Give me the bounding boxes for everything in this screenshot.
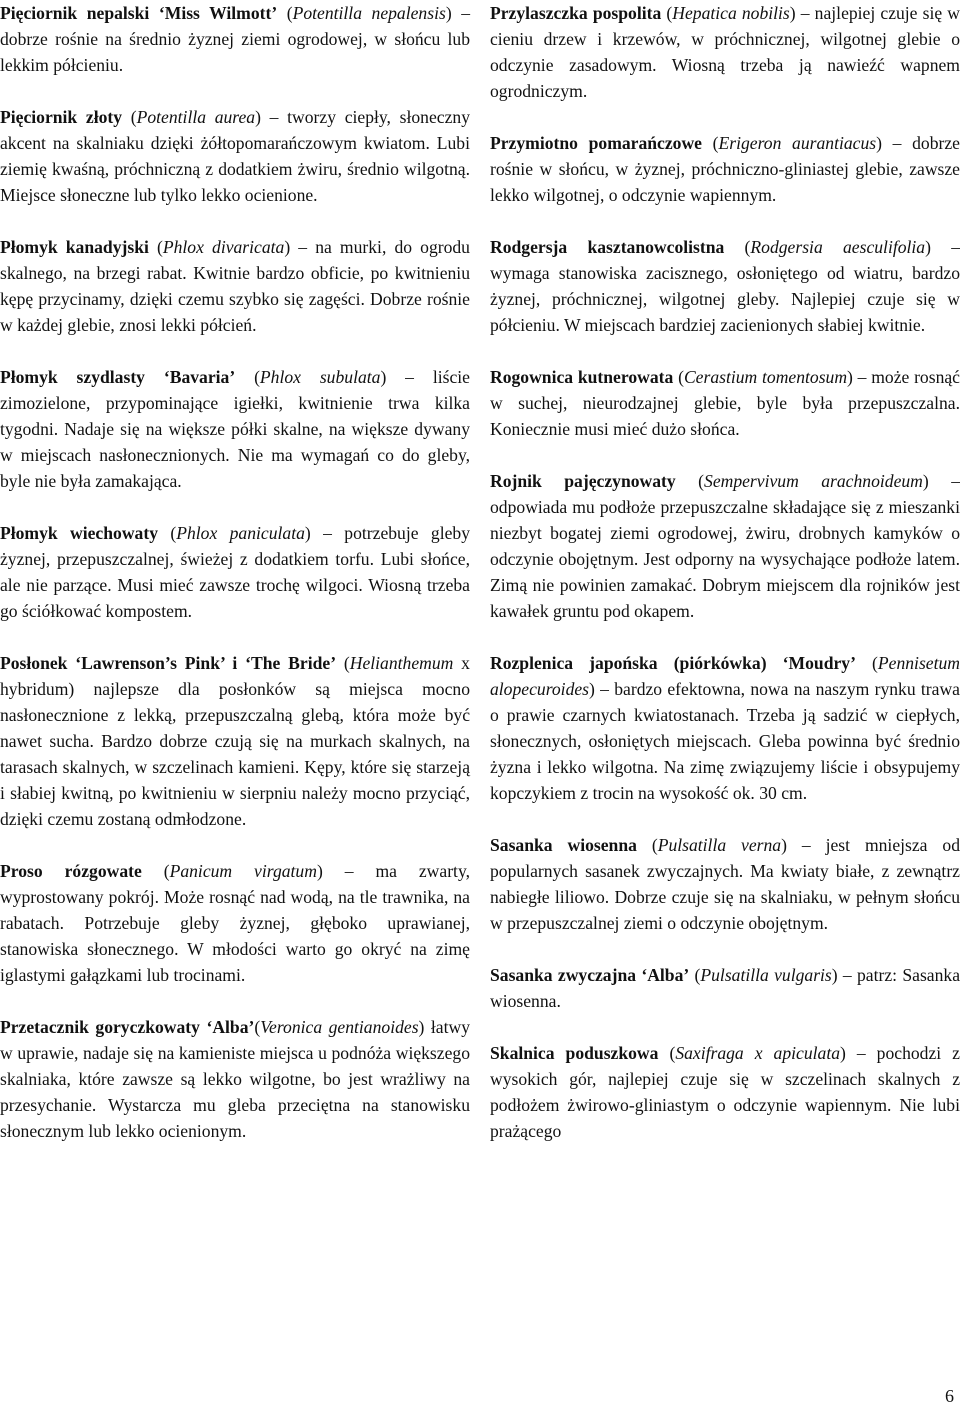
plant-entry (490, 832, 960, 936)
right-column (490, 0, 960, 1170)
text-fragment: ( (855, 653, 878, 673)
plant-entry (0, 104, 470, 208)
text-fragment: ( (141, 861, 170, 881)
plant-entry (0, 0, 470, 78)
plant-description: ) – wymaga stanowiska zacisznego, osłoniętego od wiatru, bardzo żyznej, próchnicznej, wilgotnej gleby. Najlepiej czuje się w półcieniu. W miejscach bardziej zacienionych słabiej kwitnie. (490, 237, 960, 335)
plant-description: ) – bardzo efektowna, nowa na naszym rynku trawa o prawie czarnych kwiatostanach. Trzeba ją sadzić w ciepłych, słonecznych, osłoniętych miejscach. Gleba powinna być średnio żyzna i lekko wilgotna. Na zimę związujemy liście i obsypujemy kopczykiem z trocin na wysokość ok. 30 cm. (490, 679, 960, 803)
plant-entry (490, 962, 960, 1014)
plant-description: ) – liście zimozielone, przypominające igiełki, kwitnienie trwa kilka tygodni. Nadaje się na większe półki skalne, na większe dywany w miejscach nasłonecznionych. Nie ma wymagań co do gleby, byle nie była zamakająca. (0, 367, 470, 491)
plant-entry (490, 650, 960, 806)
text-fragment: ( (689, 965, 701, 985)
text-fragment: ( (724, 237, 751, 257)
latin-name: Phlox divaricata (162, 237, 285, 257)
plant-name: Płomyk kanadyjski (0, 237, 149, 257)
plant-name: Skalnica poduszkowa (490, 1043, 659, 1063)
plant-description: ) – jest mniejsza od popularnych sasanek zwyczajnych. Ma kwiaty białe, z zewnątrz nabiegłe liliowo. Dobrze czuje się na skalniaku, w pełnym słońcu w przepuszczalnej ziemi o odczynie obojętnym. (490, 835, 960, 933)
plant-entry (490, 1040, 960, 1144)
latin-name: Hepatica nobilis (672, 3, 790, 23)
plant-name: Przymiotno pomarańczowe (490, 133, 702, 153)
plant-name: Płomyk szydlasty ‘Bavaria’ (0, 367, 236, 387)
plant-description: ) – patrz: Sasanka wiosenna. (490, 965, 960, 1011)
latin-name: Saxifraga x apiculata (675, 1043, 841, 1063)
plant-name: Płomyk wiechowaty (0, 523, 158, 543)
plant-name: Sasanka wiosenna (490, 835, 637, 855)
plant-entry (490, 130, 960, 208)
plant-entry (0, 234, 470, 338)
plant-description: ) łatwy w uprawie, nadaje się na kamieniste miejsca u podnóża większego skalniaka, które zawsze są lekko wilgotne, bo jest wrażliwy na przesychanie. Wystarcza mu gleba przeciętna na stanowisku słonecznym lub lekko ocienionym. (0, 1017, 470, 1141)
text-fragment: ( (122, 107, 137, 127)
latin-name: Cerastium tomentosum (683, 367, 848, 387)
latin-name: Pennisetum alopecuroides (490, 653, 960, 699)
plant-name: Pięciornik złoty (0, 107, 123, 127)
plant-name: Posłonek ‘Lawrenson’s Pink’ i ‘The Bride’ (0, 653, 337, 673)
latin-name: Veronica gentianoides (260, 1017, 419, 1037)
plant-entry (490, 364, 960, 442)
plant-description: ) – na murki, do ogrodu skalnego, na brzegi rabat. Kwitnie bardzo obficie, po kwitnieniu kępę przycinamy, dzięki czemu szybko się zagęści. Dobrze rośnie w każdej glebie, znosi lekki półcień. (0, 237, 470, 335)
plant-name: Przetacznik goryczkowaty ‘Alba’ (0, 1017, 255, 1037)
plant-entry (490, 234, 960, 338)
text-fragment: ( (336, 653, 350, 673)
plant-description: ) – tworzy ciepły, słoneczny akcent na skalniaku dzięki żółtopomarańczowym kwiatom. Lubi ziemię kwaśną, próchniczną z dodatkiem żwiru, średnio wilgotną. Miejsce słoneczne lub tylko lekko ocienione. (0, 107, 470, 205)
plant-entry (0, 1014, 470, 1144)
plant-description: ) – odpowiada mu podłoże przepuszczalne składające się z mieszanki niezbyt bogatej ziemi ogrodowej, żwiru, drobnych kamyków o odczynie obojętnym. Jest odporny na wysychające podłoże latem. Zimą nie powinien zamakać. Dobrym miejscem dla rojników jest kawałek gruntu pod okapem. (490, 471, 960, 621)
text-fragment: ( (254, 1017, 261, 1037)
plant-name: Rodgersja kasztanowcolistna (490, 237, 725, 257)
latin-name: Panicum virgatum (169, 861, 317, 881)
plant-name: Pięciornik nepalski ‘Miss Wilmott’ (0, 3, 278, 23)
latin-name: Potentilla aurea (136, 107, 256, 127)
left-column (0, 0, 470, 1170)
plant-name: Proso rózgowate (0, 861, 142, 881)
latin-name: Erigeron aurantiacus (718, 133, 877, 153)
latin-name: Potentilla nepalensis (292, 3, 446, 23)
plant-description: ) – potrzebuje gleby żyznej, przepuszczalnej, świeżej z dodatkiem torfu. Lubi słońce, ale nie parzące. Musi mieć zawsze trochę wilgoci. Wiosną trzeba go ściółkować kompostem. (0, 523, 470, 621)
plant-name: Przylaszczka pospolita (490, 3, 662, 23)
text-fragment: ( (277, 3, 293, 23)
text-fragment: ( (636, 835, 658, 855)
text-fragment: ( (158, 523, 177, 543)
latin-name: Phlox paniculata (176, 523, 305, 543)
page-number: 6 (945, 1386, 954, 1406)
text-fragment: ( (675, 471, 705, 491)
latin-name: Pulsatilla vulgaris (700, 965, 832, 985)
plant-description: ) – dobrze rośnie w słońcu, w żyznej, próchniczno-gliniastej glebie, zawsze lekko wilgotnej, o odczynie wapiennym. (490, 133, 960, 205)
plant-name: Sasanka zwyczajna ‘Alba’ (490, 965, 690, 985)
plant-entry (0, 858, 470, 988)
text-fragment: ( (673, 367, 684, 387)
latin-name: Helianthemum (349, 653, 454, 673)
plant-entry (490, 468, 960, 624)
latin-name: Rodgersia aesculifolia (750, 237, 926, 257)
plant-description: ) – pochodzi z wysokich gór, najlepiej czuje się w szczelinach skalnych z podłożem żwirowo-gliniastym o odczynie wapiennym. Nie lubi prażącego (490, 1043, 960, 1141)
plant-description: ) – najlepiej czuje się w cieniu drzew i krzewów, w próchnicznej, wilgotnej glebie o odczynie zasadowym. Wiosną trzeba ją nawieźć wapnem ogrodniczym. (490, 3, 960, 101)
plant-entry (0, 364, 470, 494)
text-fragment: ( (235, 367, 260, 387)
plant-description: ) – ma zwarty, wyprostowany pokrój. Może rosnąć nad wodą, na tle trawnika, na rabatach. Potrzebuje gleby żyznej, głęboko uprawianej, stanowiska słonecznego. W młodości warto go okryć na zimę iglastymi gałązkami lub trocinami. (0, 861, 470, 985)
text-fragment: ( (658, 1043, 676, 1063)
plant-name: Rogownica kutnerowata (490, 367, 674, 387)
text-fragment: ( (148, 237, 163, 257)
plant-entry (490, 0, 960, 104)
plant-description: ) – może rosnąć w suchej, nieurodzajnej glebie, byle była przepuszczalna. Koniecznie musi mieć dużo słońca. (490, 367, 960, 439)
latin-name: Phlox subulata (259, 367, 381, 387)
latin-name: Sempervivum arachnoideum (704, 471, 923, 491)
text-fragment: ( (701, 133, 719, 153)
plant-description: ) – dobrze rośnie na średnio żyznej ziemi ogrodowej, w słońcu lub lekkim półcieniu. (0, 3, 471, 75)
text-fragment: ( (661, 3, 673, 23)
latin-name: Pulsatilla verna (657, 835, 782, 855)
plant-name: Rozplenica japońska (piórkówka) ‘Moudry’ (490, 653, 856, 673)
plant-entry (0, 520, 470, 624)
plant-entry (0, 650, 470, 832)
plant-description: x hybridum) najlepsze dla posłonków są miejsca mocno nasłonecznione z lekką, przepuszczalną glebą, która może być nawet sucha. Bardzo dobrze czują się na murkach skalnych, na tarasach skalnych, w szczelinach kamieni. Kępy, które się starzeją i słabiej kwitną, po kwitnieniu w sierpniu należy mocno przyciąć, dzięki czemu zostaną odmłodzone. (0, 653, 470, 829)
plant-name: Rojnik pajęczynowaty (490, 471, 676, 491)
